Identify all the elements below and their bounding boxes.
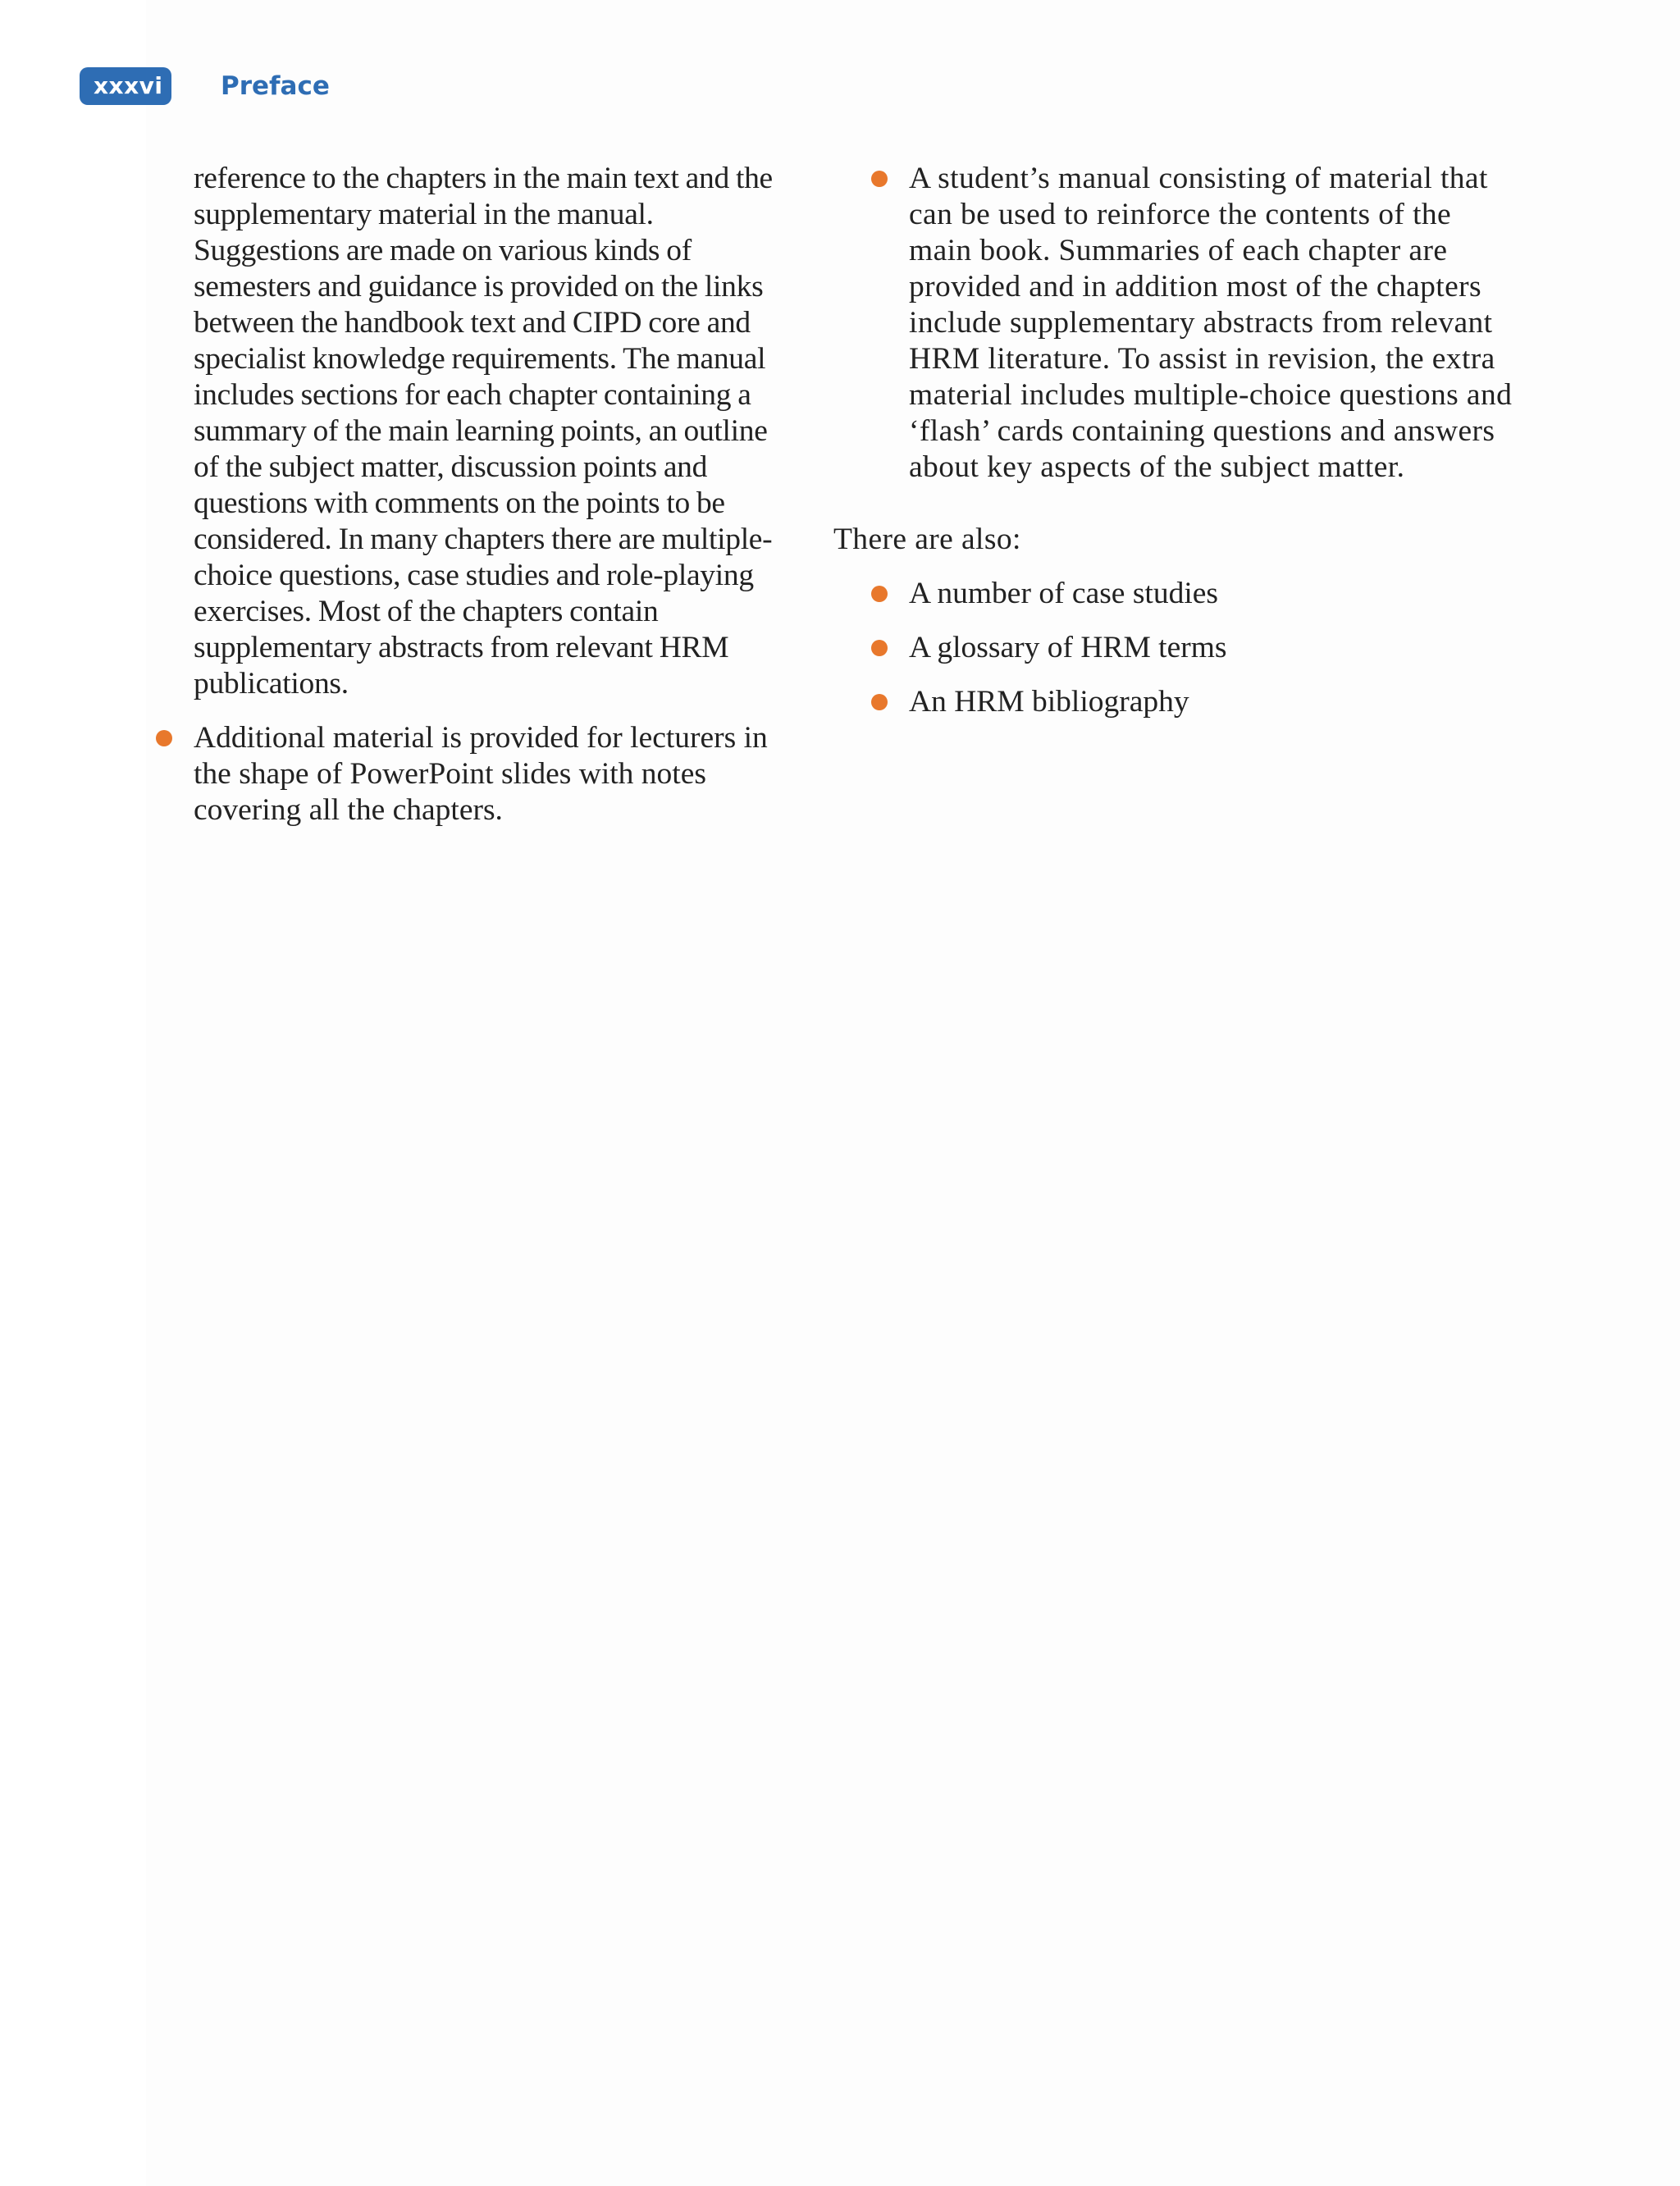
list-item-text: A student’s manual consisting of material that can be used to reinforce the contents of the main book. Summaries of each chapter are provided and in addition most of the chapters include supplementary abstracts from relevant HRM literature. To assist in revision, the extra material includes multiple-choice questions and ‘flash’ cards containing questions and answers about key aspects of the subject matter. (909, 162, 1513, 484)
list-item-text: A number of case studies (909, 577, 1218, 610)
list-item (194, 720, 784, 828)
running-head: Preface (221, 71, 330, 101)
page-margin-strip (0, 0, 146, 2186)
bullet-icon (871, 171, 888, 187)
bullet-icon (871, 640, 888, 656)
list-item (833, 630, 1514, 666)
continued-paragraph: reference to the chapters in the main text and the supplementary material in the manual. Suggestions are made on various kinds of semesters and guidance is provided on the links between the handbook text and CIPD core and specialist knowledge requirements. The manual includes sections for each chapter containing a summary of the main learning points, an outline of the subject matter, discussion points and questions with comments on the points to be considered. In many chapters there are multiple-choice questions, case studies and role-playing exercises. Most of the chapters contain supplementary abstracts from relevant HRM publications. (194, 162, 773, 701)
list-item-text: A glossary of HRM terms (909, 631, 1227, 664)
list-item (833, 576, 1514, 612)
list-item-text: Additional material is provided for lecturers in the shape of PowerPoint slides with notes covering all the chapters. (194, 721, 768, 827)
list-item-text: An HRM bibliography (909, 685, 1189, 719)
bullet-icon (871, 694, 888, 710)
list-intro: There are also: (833, 523, 1021, 556)
bullet-icon (871, 586, 888, 602)
bullet-icon (156, 730, 172, 746)
list-item (833, 684, 1514, 720)
list-item (833, 161, 1514, 486)
page-header (80, 67, 330, 105)
right-column (833, 161, 1514, 720)
page-number-badge: xxxvi (80, 67, 171, 105)
left-column (194, 161, 784, 828)
